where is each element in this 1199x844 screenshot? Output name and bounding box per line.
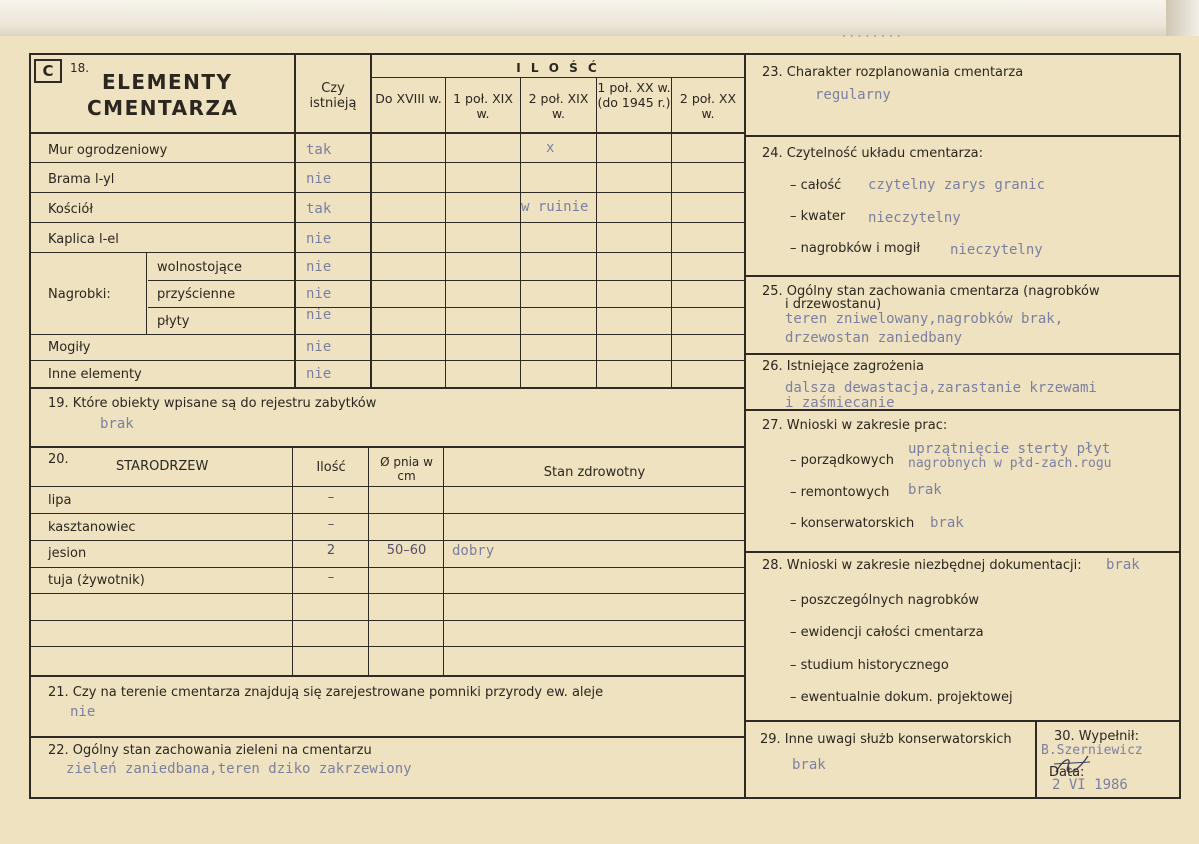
q30-date: 2 VI 1986 xyxy=(1052,777,1128,793)
adhesive-tape-strip xyxy=(0,0,1199,36)
section-title-line2: CMENTARZA xyxy=(87,96,239,120)
element-row-exists: tak xyxy=(306,201,332,217)
q28-item-graves: – poszczególnych nagrobków xyxy=(790,593,980,608)
element-row-label: Brama l-yl xyxy=(48,172,115,187)
q25-label-line1: 25. Ogólny stan zachowania cmentarza (nagrobków xyxy=(762,284,1100,299)
quantity-header: I L O Ś Ć xyxy=(516,61,600,75)
element-row-exists: tak xyxy=(306,142,332,158)
q24-label: 24. Czytelność układu cmentarza: xyxy=(762,146,984,161)
element-row-label: Kościół xyxy=(48,202,94,217)
q21-label: 21. Czy na terenie cmentarza znajdują się zarejestrowane pomniki przyrody ew. aleje xyxy=(48,685,604,700)
q23-label: 23. Charakter rozplanowania cmentarza xyxy=(762,65,1024,80)
q22-label: 22. Ogólny stan zachowania zieleni na cmentarzu xyxy=(48,743,372,758)
q27-item-cleanup-answer-line1: uprzątnięcie sterty płyt xyxy=(908,441,1111,457)
exists-header: Czy istnieją xyxy=(309,81,357,111)
q27-item-cleanup-label: – porządkowych xyxy=(790,453,894,468)
q25-label-line2: i drzewostanu) xyxy=(785,297,882,312)
nagrobki-label: Nagrobki: xyxy=(48,287,111,302)
element-row-exists: nie xyxy=(306,339,332,355)
q28-item-design: – ewentualnie dokum. projektowej xyxy=(790,690,1013,705)
q28-item-history: – studium historycznego xyxy=(790,658,949,673)
q24-item-whole-label: – całość xyxy=(790,178,842,193)
q27-item-cleanup-answer-line2: nagrobnych w płd-zach.rogu xyxy=(908,456,1112,471)
q30-name: B.Szerniewicz xyxy=(1041,743,1143,758)
form-paper xyxy=(0,36,1199,844)
q25-answer-line1: teren zniwelowany,nagrobków brak, xyxy=(785,311,1064,327)
section-letter-box: C xyxy=(34,59,62,83)
faded-stamp: ........ xyxy=(840,26,903,41)
q20-title: STARODRZEW xyxy=(116,459,209,474)
q27-item-repair-label: – remontowych xyxy=(790,485,890,500)
q29-label: 29. Inne uwagi służb konserwatorskich xyxy=(760,732,1012,747)
period-header-2: 2 poł. XIX w. xyxy=(528,91,589,121)
q23-answer: regularny xyxy=(815,87,891,103)
tree-row-qty: – xyxy=(327,570,335,585)
tree-row-name: jesion xyxy=(48,546,87,561)
q20-number: 20. xyxy=(48,452,69,467)
element-row-label: płyty xyxy=(157,314,190,329)
tree-row-qty: 2 xyxy=(326,543,336,558)
q27-item-conservation-answer: brak xyxy=(930,515,964,531)
element-row-exists: nie xyxy=(306,231,332,247)
q29-answer: brak xyxy=(792,757,826,773)
period-header-3: 1 poł. XX w. (do 1945 r.) xyxy=(597,80,671,110)
tree-row-qty: – xyxy=(327,490,335,505)
q20-col-qty: Ilość xyxy=(316,460,346,475)
section-title-line1: ELEMENTY xyxy=(102,70,233,94)
element-row-label: przyścienne xyxy=(157,287,236,302)
q24-item-quarters-label: – kwater xyxy=(790,209,846,224)
tree-row-qty: – xyxy=(327,517,335,532)
q28-label: 28. Wnioski w zakresie niezbędnej dokumentacji: xyxy=(762,558,1082,573)
element-row-exists: nie xyxy=(306,259,332,275)
period-header-0: Do XVIII w. xyxy=(375,91,442,106)
period-header-4: 2 poł. XX w. xyxy=(679,91,737,121)
tree-row-diameter: 50–60 xyxy=(386,543,427,558)
q26-answer-line2: i zaśmiecanie xyxy=(785,395,895,411)
element-row-label: wolnostojące xyxy=(157,260,242,275)
period-header-1: 1 poł. XIX w. xyxy=(453,91,513,121)
q24-item-whole-answer: czytelny zarys granic xyxy=(868,177,1046,193)
element-row-exists: nie xyxy=(306,286,332,302)
element-row-label: Inne elementy xyxy=(48,367,142,382)
q20-col-health: Stan zdrowotny xyxy=(543,465,646,480)
q26-answer-line1: dalsza dewastacja,zarastanie krzewami xyxy=(785,380,1097,396)
q24-item-graves-label: – nagrobków i mogił xyxy=(790,241,921,256)
q24-item-quarters-answer: nieczytelny xyxy=(868,210,961,226)
q21-answer: nie xyxy=(70,704,96,720)
q30-date-label: Data: xyxy=(1049,765,1085,780)
q19-answer: brak xyxy=(100,416,134,432)
q19-label: 19. Które obiekty wpisane są do rejestru zabytków xyxy=(48,396,377,411)
tree-row-name: lipa xyxy=(48,493,72,508)
q30-label: 30. Wypełnił: xyxy=(1054,729,1139,744)
element-row-exists: nie xyxy=(306,307,332,323)
q22-answer: zieleń zaniedbana,teren dziko zakrzewiony xyxy=(66,761,412,777)
section-number: 18. xyxy=(70,61,90,75)
q27-label: 27. Wnioski w zakresie prac: xyxy=(762,418,948,433)
q27-item-conservation-label: – konserwatorskich xyxy=(790,516,915,531)
element-row-exists: nie xyxy=(306,366,332,382)
q20-col-diam: Ø pnia w cm xyxy=(380,455,433,483)
element-row-exists: nie xyxy=(306,171,332,187)
tree-row-health: dobry xyxy=(452,543,495,559)
element-row-label: Mur ogrodzeniowy xyxy=(48,143,168,158)
element-row-label: Mogiły xyxy=(48,340,91,355)
q27-item-repair-answer: brak xyxy=(908,482,942,498)
q24-item-graves-answer: nieczytelny xyxy=(950,242,1043,258)
element-row-period-mark: x xyxy=(546,140,555,156)
q25-answer-line2: drzewostan zaniedbany xyxy=(785,330,963,346)
element-row-label: Kaplica l-el xyxy=(48,232,119,247)
q28-item-records: – ewidencji całości cmentarza xyxy=(790,625,984,640)
tree-row-name: kasztanowiec xyxy=(48,520,136,535)
q26-label: 26. Istniejące zagrożenia xyxy=(762,359,924,374)
q28-answer: brak xyxy=(1106,557,1140,573)
element-row-period-mark: w ruinie xyxy=(521,199,589,215)
tree-row-name: tuja (żywotnik) xyxy=(48,573,145,588)
